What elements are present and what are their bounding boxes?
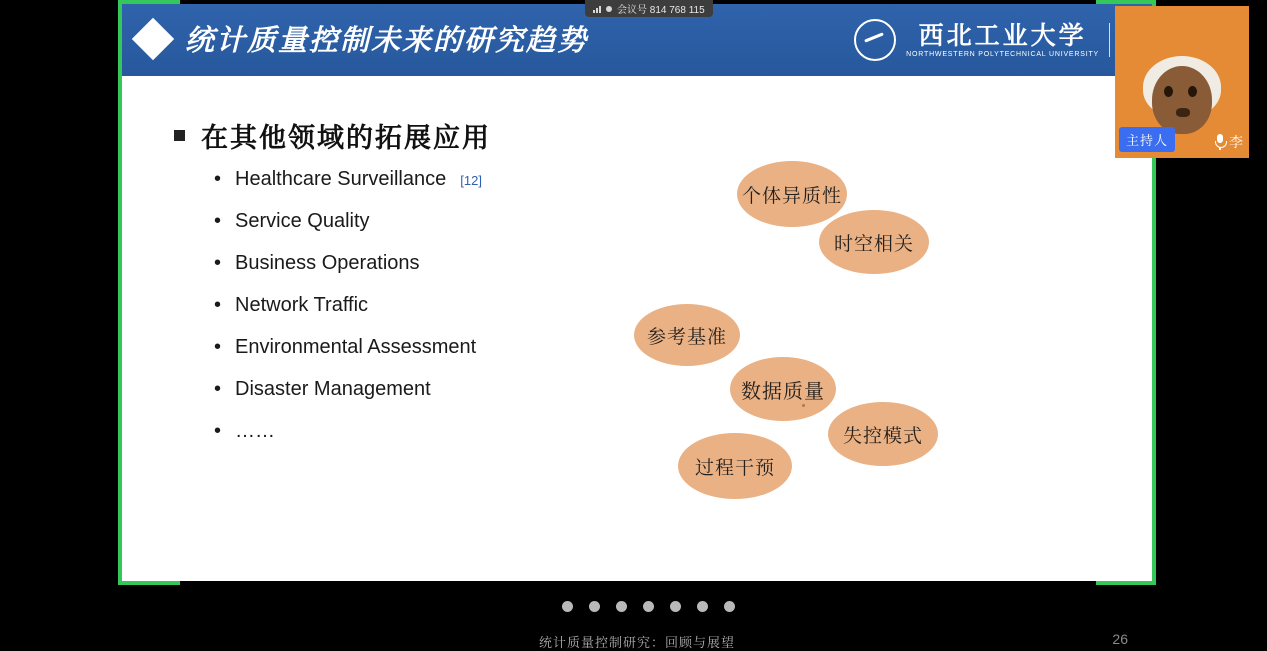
list-item-label: Service Quality bbox=[235, 210, 370, 232]
bubble-spatiotemporal-correlation: 时空相关 bbox=[819, 210, 929, 274]
round-bullet-icon: • bbox=[214, 252, 222, 274]
progress-dot bbox=[616, 601, 627, 612]
progress-dot bbox=[562, 601, 573, 612]
list-item bbox=[214, 168, 614, 191]
citation-marker: [12] bbox=[460, 173, 482, 188]
round-bullet-icon: • bbox=[214, 210, 222, 232]
university-logo bbox=[854, 18, 1144, 62]
list-item-label: Business Operations bbox=[235, 252, 420, 274]
bubble-individual-heterogeneity: 个体异质性 bbox=[737, 161, 847, 227]
participant-name: 李 bbox=[1229, 134, 1243, 150]
list-item bbox=[214, 210, 614, 233]
avatar-mouth bbox=[1176, 108, 1190, 117]
meeting-id-pill[interactable] bbox=[585, 0, 713, 17]
slide-title: 统计质量控制未来的研究趋势 bbox=[185, 23, 589, 57]
list-item-label: Network Traffic bbox=[235, 294, 369, 316]
logo-divider bbox=[1109, 23, 1110, 57]
meeting-id-label: 会议号 814 768 115 bbox=[617, 5, 705, 16]
round-bullet-icon: • bbox=[214, 378, 222, 400]
bubble-diagram bbox=[612, 161, 1012, 521]
round-bullet-icon: • bbox=[214, 420, 222, 442]
participant-mic-name[interactable] bbox=[1215, 132, 1243, 152]
list-item bbox=[214, 378, 614, 401]
list-item-label: Environmental Assessment bbox=[235, 336, 477, 358]
university-name-block bbox=[906, 20, 1099, 58]
progress-dot bbox=[643, 601, 654, 612]
list-item-label: Disaster Management bbox=[235, 378, 431, 400]
bubble-out-of-control-pattern: 失控模式 bbox=[828, 402, 938, 466]
list-item bbox=[214, 294, 614, 317]
decorative-dot bbox=[802, 404, 805, 407]
list-item bbox=[214, 252, 614, 275]
microphone-icon bbox=[1215, 134, 1225, 150]
list-item bbox=[214, 336, 614, 359]
university-name-cn: 西北工业大学 bbox=[918, 20, 1087, 50]
list-item-label: …… bbox=[235, 420, 276, 442]
progress-dot bbox=[670, 601, 681, 612]
slide-footer-text: 统计质量控制研究：回顾与展望 bbox=[538, 636, 735, 651]
list-item bbox=[214, 420, 614, 443]
progress-dot bbox=[724, 601, 735, 612]
screen-share-border-bottom-right bbox=[1096, 581, 1156, 585]
list-item-label: Healthcare Surveillance bbox=[235, 168, 447, 190]
round-bullet-icon: • bbox=[214, 168, 222, 190]
slide-heading: 在其他领域的拓展应用 bbox=[201, 123, 491, 154]
progress-dot bbox=[589, 601, 600, 612]
bubble-reference-benchmark: 参考基准 bbox=[634, 304, 740, 366]
diamond-bullet-icon bbox=[132, 18, 174, 60]
university-emblem-icon bbox=[854, 19, 896, 61]
round-bullet-icon: • bbox=[214, 294, 222, 316]
bubble-process-intervention: 过程干预 bbox=[678, 433, 792, 499]
avatar-eye-right bbox=[1188, 86, 1197, 97]
avatar-eye-left bbox=[1164, 86, 1173, 97]
host-badge: 主持人 bbox=[1119, 127, 1175, 152]
participant-video-tile[interactable] bbox=[1115, 6, 1249, 158]
round-bullet-icon: • bbox=[214, 336, 222, 358]
slide-heading-row bbox=[174, 116, 491, 155]
square-bullet-icon bbox=[174, 130, 185, 141]
avatar-face bbox=[1152, 66, 1212, 134]
screen-share-border-bottom-left bbox=[118, 581, 180, 585]
record-dot-icon bbox=[606, 6, 612, 12]
slide-body bbox=[122, 76, 1152, 651]
slide-progress-dots bbox=[562, 601, 735, 612]
university-name-en: NORTHWESTERN POLYTECHNICAL UNIVERSITY bbox=[906, 50, 1099, 58]
slide-page-number: 26 bbox=[1112, 631, 1128, 647]
presentation-slide bbox=[122, 4, 1152, 651]
bullet-list bbox=[214, 168, 614, 462]
signal-bars-icon bbox=[593, 4, 601, 13]
bubble-data-quality: 数据质量 bbox=[730, 357, 836, 421]
progress-dot bbox=[697, 601, 708, 612]
